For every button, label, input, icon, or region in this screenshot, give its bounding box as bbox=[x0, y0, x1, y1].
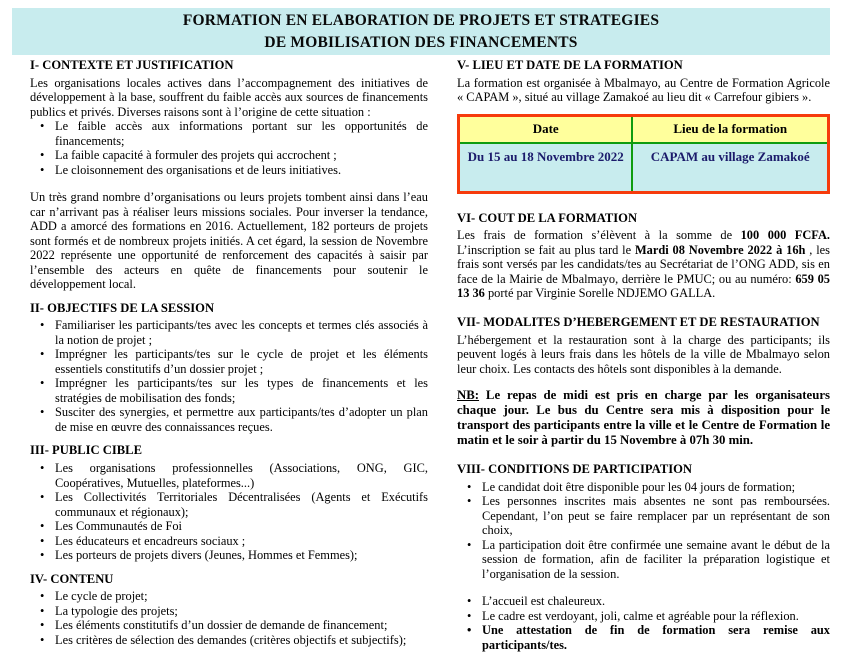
section-conditions bbox=[457, 462, 830, 652]
hebergement-paragraph: L’hébergement et la restauration sont à la charge des participants; ils peuvent logés à leurs frais dans les hôtels de la ville de Mbalmayo selon leur choix. Les contacts des hôtels sont disponibles à la demande. bbox=[457, 332, 830, 376]
left-column bbox=[30, 58, 428, 647]
document-title-line1: FORMATION EN ELABORATION DE PROJETS ET STRATEGIES bbox=[182, 11, 660, 29]
section-heading-contenu: IV- CONTENU bbox=[30, 571, 114, 586]
nb-paragraph: NB: Le repas de midi est pris en charge par les organisateurs chaque jour. Le bus du Centre sera mis à disposition pour le transport des participants entre la ville et le Centre de Formation le matin et le soir à partir du 15 Novembre à 07h 30 min. bbox=[457, 388, 830, 448]
bullet-item: • Les Collectivités Territoriales Décentralisées (Agents et Exécutifs communaux et régionaux); bbox=[30, 490, 428, 519]
section-public-cible bbox=[30, 443, 428, 562]
bullet-item: • Les porteurs de projets divers (Jeunes, Hommes et Femmes); bbox=[30, 548, 428, 563]
section-lieu-date bbox=[457, 58, 830, 194]
bullet-item: • Les critères de sélection des demandes (critères objectifs et subjectifs); bbox=[30, 633, 428, 648]
document-title-banner bbox=[12, 8, 830, 55]
section-contexte bbox=[30, 58, 428, 292]
table-cell-lieu: CAPAM au village Zamakoé bbox=[632, 143, 828, 193]
table-header-lieu: Lieu de la formation bbox=[632, 115, 828, 143]
bullet-item: • La participation doit être confirmée une semaine avant le début de la session de formation, afin de faciliter la préparation logistique et l’organisation de la session. bbox=[457, 538, 830, 582]
bullet-item: • Le cadre est verdoyant, joli, calme et agréable pour la réflexion. bbox=[457, 609, 830, 624]
bullet-item: • Les Communautés de Foi bbox=[30, 519, 428, 534]
conditions-extra-bullet-list bbox=[457, 594, 830, 652]
objectifs-bullet-list bbox=[30, 318, 428, 434]
section-heading-objectifs: II- OBJECTIFS DE LA SESSION bbox=[30, 300, 215, 315]
table-row bbox=[459, 143, 829, 193]
cout-paragraph: Les frais de formation s’élèvent à la somme de 100 000 FCFA. L’inscription se fait au plus tard le Mardi 08 Novembre 2022 à 16h , les frais sont versés par les candidats/tes au Secrétariat de l’ONG ADD, sis en face de la Mairie de Mbalmayo, derrière le PMUC; ou au numéro: 659 05 13 36 porté par Virginie Sorelle NDJEMO GALLA. bbox=[457, 228, 831, 301]
two-column-body bbox=[30, 58, 831, 652]
bullet-item-attestation: • Une attestation de fin de formation sera remise aux participants/tes. bbox=[457, 623, 830, 652]
table-header-row bbox=[459, 115, 829, 143]
lieu-date-paragraph: La formation est organisée à Mbalmayo, au Centre de Formation Agricole « CAPAM », situé au village Zamakoé au lieu dit « Carrefour gibiers ». bbox=[457, 75, 830, 105]
bullet-item: • Imprégner les participants/tes sur le cycle de projet et les éléments essentiels constitutifs d’un dossier projet ; bbox=[30, 347, 428, 376]
document-title-line2: DE MOBILISATION DES FINANCEMENTS bbox=[264, 33, 578, 51]
section-hebergement bbox=[457, 315, 830, 448]
bullet-item: • La faible capacité à formuler des projets qui accrochent ; bbox=[30, 148, 428, 163]
bullet-item: • Le faible accès aux informations portant sur les opportunités de financements; bbox=[30, 119, 428, 148]
contexte-paragraph-2: Un très grand nombre d’organisations ou leurs projets tombent ainsi dans l’eau car n’arrivant pas à réaliser leurs missions sociales. Pour inverser la tendance, ADD a amorcé des formations en 2016. Actuellement, 182 porteurs de projets sont formés et de nombreux projets initiés. A cet égard, la session de Novembre 2022 représente une opportunité de renforcement des capacités à saisir par l’ensemble des acteurs en quête de financements pour soutenir le développement local. bbox=[30, 190, 428, 292]
formation-schedule-table bbox=[457, 114, 830, 194]
bullet-item: • Susciter des synergies, et permettre aux participants/tes d’adopter un plan de mise en œuvre des connaissances reçues. bbox=[30, 405, 428, 434]
bullet-item: • Le candidat doit être disponible pour les 04 jours de formation; bbox=[457, 480, 830, 495]
section-heading-hebergement: VII- MODALITES D’HEBERGEMENT ET DE RESTAURATION bbox=[457, 314, 820, 329]
table-cell-date: Du 15 au 18 Novembre 2022 bbox=[459, 143, 633, 193]
bullet-item: • La typologie des projets; bbox=[30, 604, 428, 619]
section-heading-lieu-date: V- LIEU ET DATE DE LA FORMATION bbox=[457, 58, 683, 72]
bullet-item: • Le cloisonnement des organisations et de leurs initiatives. bbox=[30, 163, 428, 178]
section-objectifs bbox=[30, 301, 428, 435]
section-heading-conditions: VIII- CONDITIONS DE PARTICIPATION bbox=[457, 462, 693, 477]
right-column bbox=[457, 58, 831, 652]
section-contenu bbox=[30, 572, 428, 648]
public-cible-bullet-list bbox=[30, 461, 428, 563]
section-cout bbox=[457, 211, 830, 301]
contexte-paragraph-1: Les organisations locales actives dans l’accompagnement des initiatives de développement à la base, souffrent du faible accès aux sources de financements publics et privés. Diverses raisons sont à l’origine de cette situation : bbox=[30, 75, 428, 119]
section-heading-contexte: I- CONTEXTE ET JUSTIFICATION bbox=[30, 58, 234, 72]
bullet-item: • Les éléments constitutifs d’un dossier de demande de financement; bbox=[30, 618, 428, 633]
bullet-item: • Les organisations professionnelles (Associations, ONG, GIC, Coopératives, Mutuelles, plateformes...) bbox=[30, 461, 428, 490]
conditions-bullet-list bbox=[457, 480, 830, 582]
bullet-item: • Le cycle de projet; bbox=[30, 589, 428, 604]
contexte-bullet-list bbox=[30, 119, 428, 177]
bullet-item: • Les personnes inscrites mais absentes ne sont pas remboursées. Cependant, l’on peut se faire remplacer par un représentant de son choix, bbox=[457, 494, 830, 538]
bullet-item: • Imprégner les participants/tes sur les types de financements et les stratégies de mobilisation des fonds; bbox=[30, 376, 428, 405]
bullet-item: • L’accueil est chaleureux. bbox=[457, 594, 830, 609]
section-heading-public-cible: III- PUBLIC CIBLE bbox=[30, 443, 142, 458]
bullet-item: • Familiariser les participants/tes avec les concepts et termes clés associés à la notion de projet ; bbox=[30, 318, 428, 347]
bullet-item: • Les éducateurs et encadreurs sociaux ; bbox=[30, 534, 428, 549]
contenu-bullet-list bbox=[30, 589, 428, 647]
section-heading-cout: VI- COUT DE LA FORMATION bbox=[457, 210, 638, 225]
table-header-date: Date bbox=[459, 115, 633, 143]
